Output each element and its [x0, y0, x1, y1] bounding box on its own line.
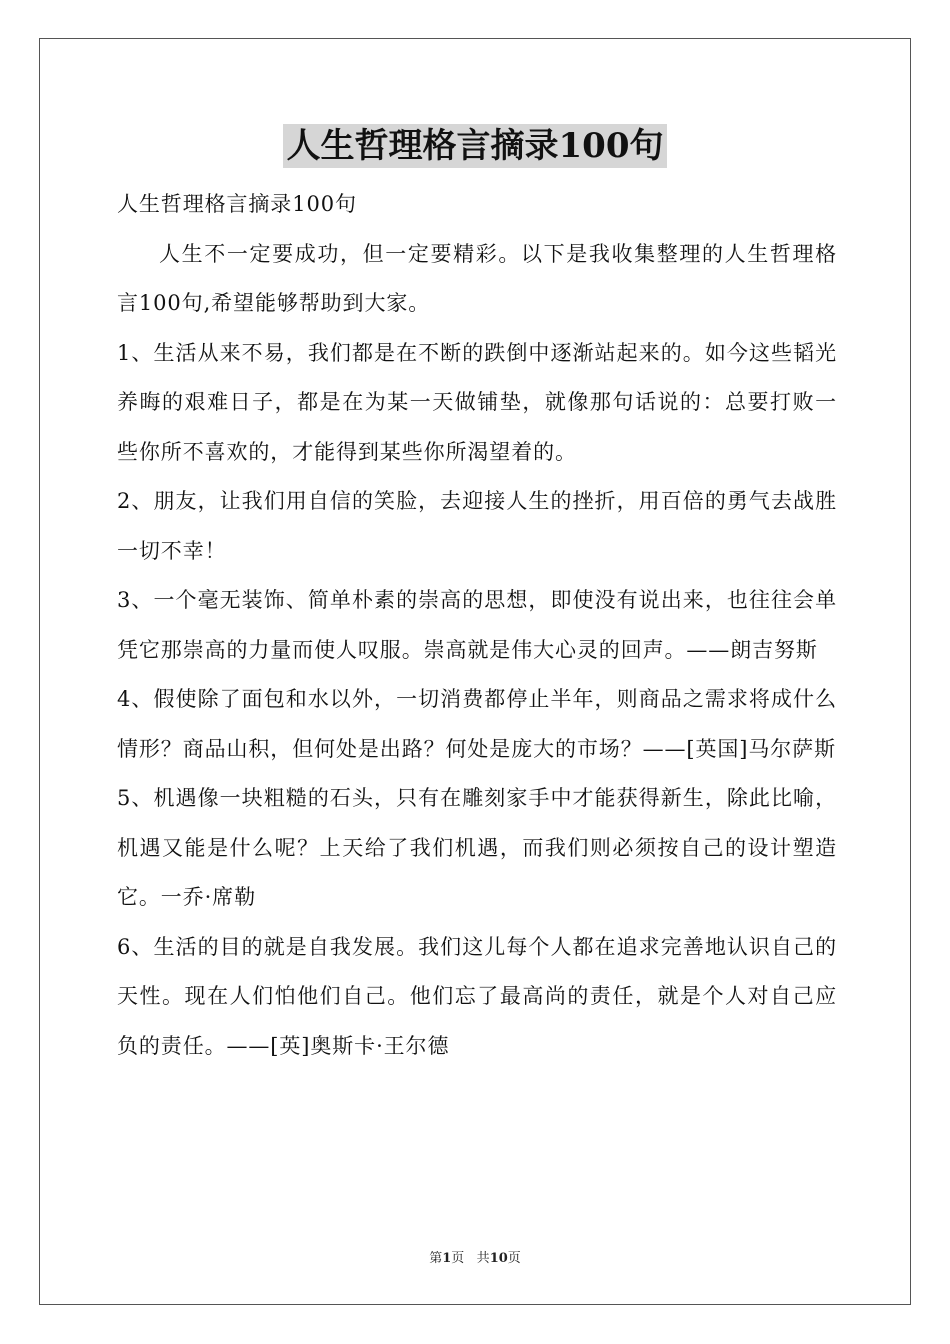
document-subtitle: 人生哲理格言摘录100句	[117, 192, 357, 216]
quote-item-3: 3、一个毫无装饰、简单朴素的崇高的思想，即使没有说出来，也往往会单凭它那崇高的力量而使人叹服。崇高就是伟大心灵的回声。——朗吉努斯	[117, 588, 837, 662]
quote-item-4: 4、假使除了面包和水以外，一切消费都停止半年，则商品之需求将成什么情形？商品山积，但何处是出路？何处是庞大的市场？——[英国]马尔萨斯	[117, 687, 837, 761]
title-container	[0, 124, 950, 168]
total-prefix: 共	[476, 1251, 490, 1266]
page-prefix: 第	[429, 1251, 443, 1266]
document-title: 人生哲理格言摘录100句	[283, 124, 668, 168]
document-body	[117, 180, 837, 1071]
quote-item-6: 6、生活的目的就是自我发展。我们这儿每个人都在追求完善地认识自己的天性。现在人们怕他们自己。他们忘了最高尚的责任，就是个人对自己应负的责任。——[英]奥斯卡·王尔德	[117, 934, 837, 1058]
intro-paragraph: 人生不一定要成功，但一定要精彩。以下是我收集整理的人生哲理格言100句,希望能够帮助到大家。	[117, 241, 837, 315]
quote-item-5: 5、机遇像一块粗糙的石头，只有在雕刻家手中才能获得新生，除此比喻，机遇又能是什么呢？上天给了我们机遇，而我们则必须按自己的设计塑造它。一乔·席勒	[117, 786, 837, 909]
total-pages: 10	[489, 1251, 508, 1266]
page-suffix: 页	[451, 1251, 465, 1266]
quote-item-2: 2、朋友，让我们用自信的笑脸，去迎接人生的挫折，用百倍的勇气去战胜一切不幸！	[117, 489, 837, 563]
total-suffix: 页	[507, 1251, 521, 1266]
page-footer	[0, 1247, 950, 1266]
page-number: 1	[442, 1251, 452, 1266]
quote-item-1: 1、生活从来不易，我们都是在不断的跌倒中逐渐站起来的。如今这些韬光养晦的艰难日子，都是在为某一天做铺垫，就像那句话说的：总要打败一些你所不喜欢的，才能得到某些你所渴望着的。	[117, 340, 837, 464]
